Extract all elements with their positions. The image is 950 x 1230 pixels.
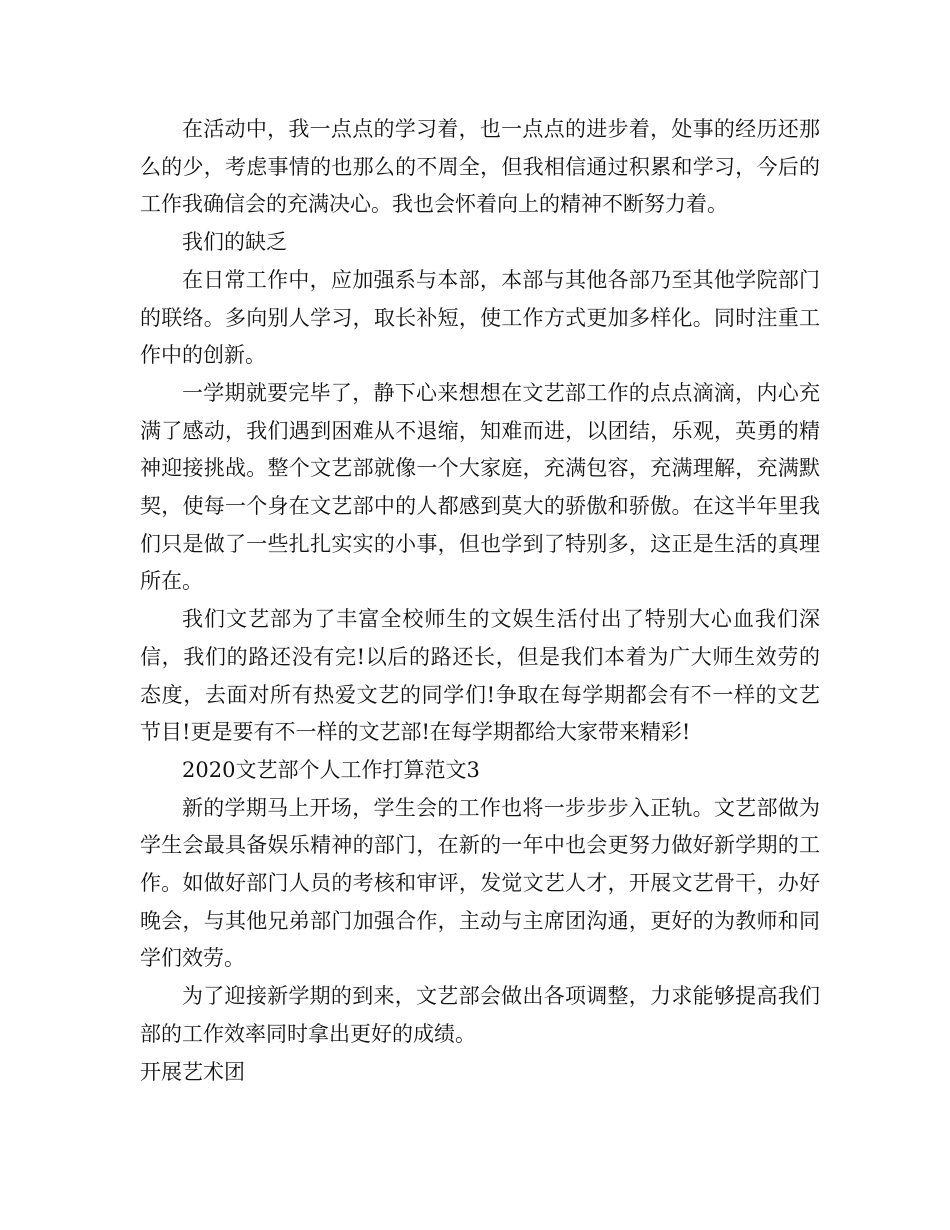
paragraph-1: 在活动中，我一点点的学习着，也一点点的进步着，处事的经历还那么的少，考虑事情的也那么的不周全，但我相信通过积累和学习，今后的工作我确信会的充满决心。我也会怀着向上的精神不断努力着。: [140, 117, 820, 217]
document-body: [140, 111, 820, 1091]
paragraph-5: 我们文艺部为了丰富全校师生的文娱生活付出了特别大心血我们深信，我们的路还没有完!以后的路还长，但是我们本着为广大师生效劳的态度，去面对所有热爱文艺的同学们!争取在每学期都会有不一样的文艺节目!更是要有不一样的文艺部!在每学期都给大家带来精彩!: [140, 607, 820, 745]
paragraph-3: 在日常工作中，应加强系与本部，本部与其他各部乃至其他学院部门的联络。多向别人学习，取长补短，使工作方式更加多样化。同时注重工作中的创新。: [140, 267, 820, 368]
section-heading-art-troupe: 开展艺术团: [140, 1059, 245, 1084]
paragraph-4: 一学期就要完毕了，静下心来想想在文艺部工作的点点滴滴，内心充满了感动，我们遇到困难从不退缩，知难而进，以团结，乐观，英勇的精神迎接挑战。整个文艺部就像一个大家庭，充满包容，充满理解，充满默契，使每一个身在文艺部中的人都感到莫大的骄傲和骄傲。在这半年里我们只是做了一些扎扎实实的小事，但也学到了特别多，这正是生活的真理所在。: [140, 380, 820, 594]
paragraph-8: 为了迎接新学期的到来，文艺部会做出各项调整，力求能够提高我们部的工作效率同时拿出更好的成绩。: [140, 984, 820, 1046]
section-heading-plan-3: 2020文艺部个人工作打算范文3: [182, 757, 480, 782]
paragraph-7: 新的学期马上开场，学生会的工作也将一步步步入正轨。文艺部做为学生会最具备娱乐精神的部门，在新的一年中也会更努力做好新学期的工作。如做好部门人员的考核和审评，发觉文艺人才，开展文艺骨干，办好晚会，与其他兄弟部门加强合作，主动与主席团沟通，更好的为教师和同学们效劳。: [140, 795, 820, 971]
section-heading-shortcomings: 我们的缺乏: [182, 230, 287, 255]
